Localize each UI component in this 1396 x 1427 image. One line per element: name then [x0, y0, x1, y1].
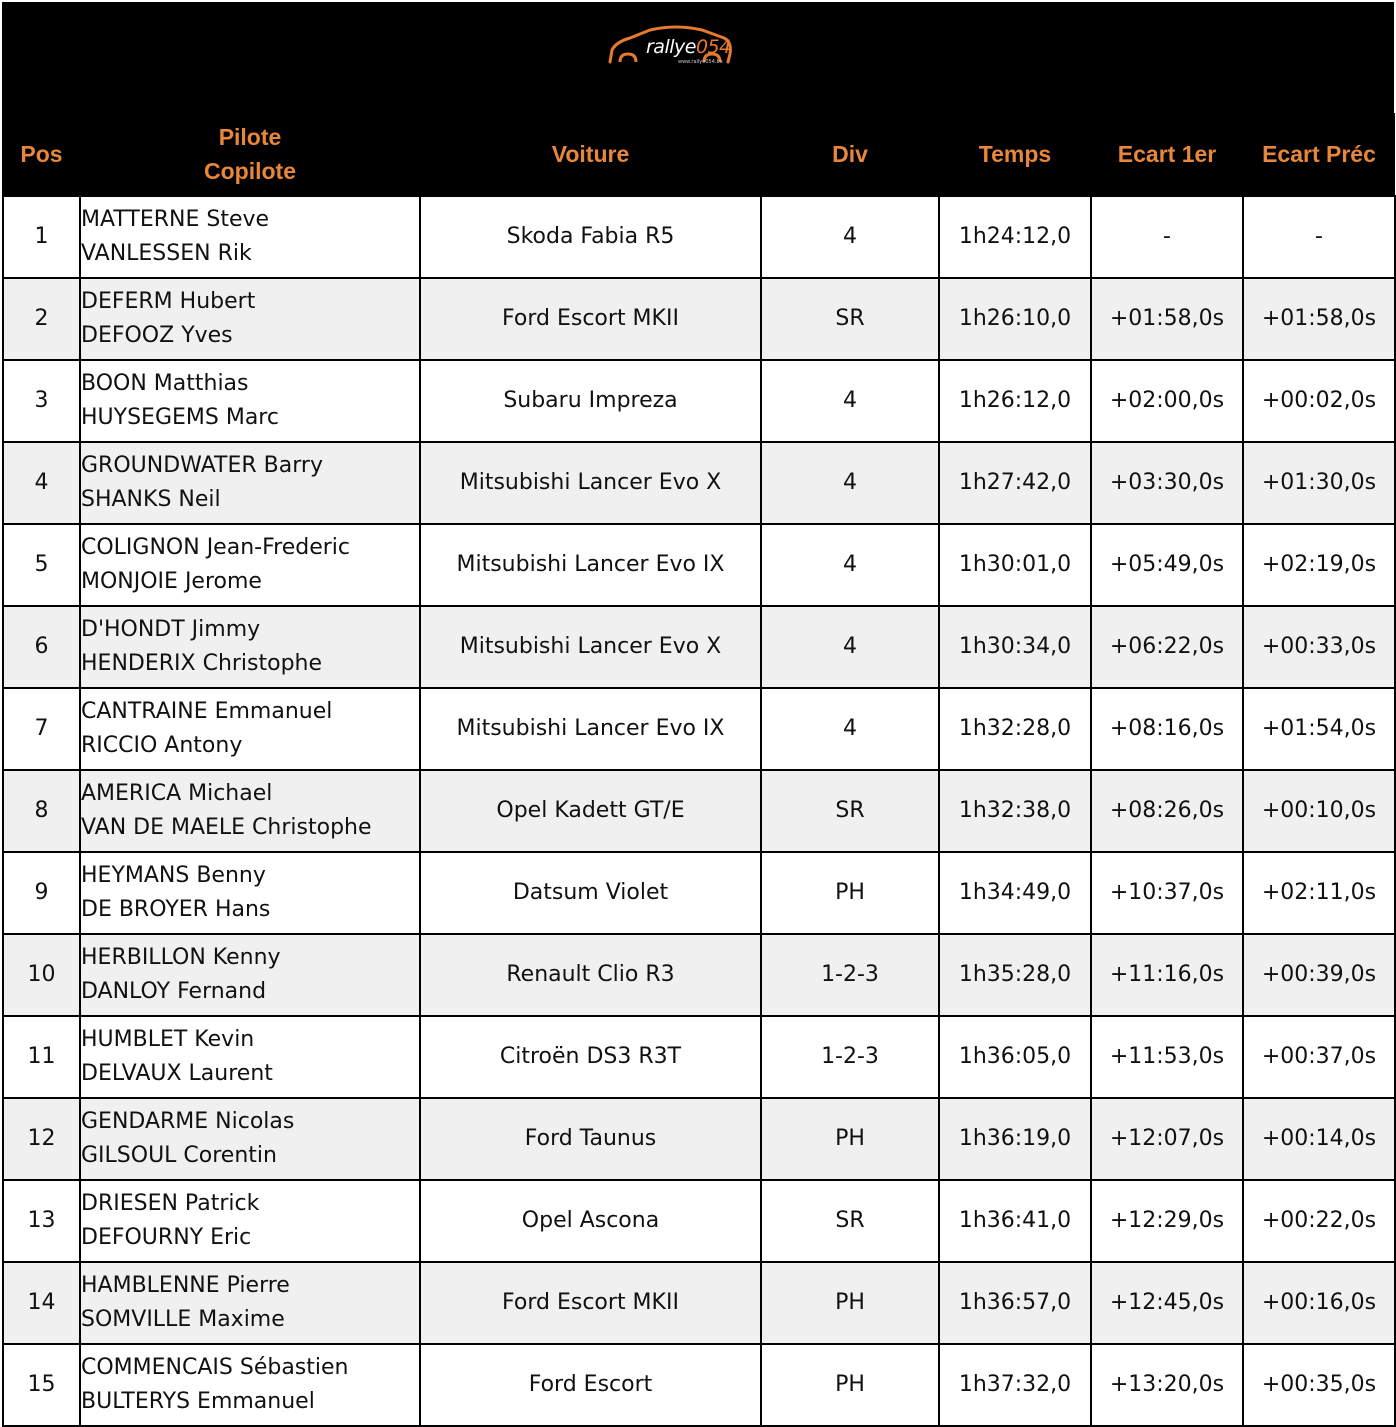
copilote-name: GILSOUL Corentin — [81, 1143, 277, 1168]
table-row — [3, 606, 1395, 688]
pilote-name: DEFERM Hubert — [81, 289, 256, 314]
pilote-name: DRIESEN Patrick — [81, 1191, 260, 1216]
voiture-cell: Opel Ascona — [420, 1180, 761, 1262]
ecart-prec-cell: +01:54,0s — [1243, 688, 1395, 770]
copilote-name: VAN DE MAELE Christophe — [81, 815, 372, 840]
ecart-1er-cell: +12:29,0s — [1091, 1180, 1243, 1262]
pilote-name: BOON Matthias — [81, 371, 249, 396]
copilote-name: DEFOURNY Eric — [81, 1225, 252, 1250]
pos-cell: 10 — [3, 934, 80, 1016]
voiture-cell: Mitsubishi Lancer Evo X — [420, 442, 761, 524]
results-table — [2, 113, 1396, 1427]
ecart-1er-cell: +11:53,0s — [1091, 1016, 1243, 1098]
header-pilote: Pilote — [218, 124, 282, 150]
ecart-prec-cell: +00:16,0s — [1243, 1262, 1395, 1344]
crew-cell — [80, 934, 420, 1016]
header-ecart-1er: Ecart 1er — [1091, 113, 1243, 196]
table-row — [3, 770, 1395, 852]
ecart-1er-cell: +12:45,0s — [1091, 1262, 1243, 1344]
voiture-cell: Ford Taunus — [420, 1098, 761, 1180]
pilote-name: GROUNDWATER Barry — [81, 453, 323, 478]
copilote-name: SOMVILLE Maxime — [81, 1307, 285, 1332]
ecart-prec-cell: - — [1243, 196, 1395, 278]
temps-cell: 1h36:19,0 — [939, 1098, 1091, 1180]
ecart-prec-cell: +02:19,0s — [1243, 524, 1395, 606]
crew-cell — [80, 1344, 420, 1426]
pilote-name: HAMBLENNE Pierre — [81, 1273, 290, 1298]
table-row — [3, 1180, 1395, 1262]
copilote-name: HENDERIX Christophe — [81, 651, 323, 676]
header-div: Div — [761, 113, 939, 196]
copilote-name: SHANKS Neil — [81, 487, 221, 512]
pos-cell: 3 — [3, 360, 80, 442]
ecart-1er-cell: - — [1091, 196, 1243, 278]
header-ecart-prec: Ecart Préc — [1243, 113, 1395, 196]
copilote-name: DE BROYER Hans — [81, 897, 271, 922]
crew-cell — [80, 1180, 420, 1262]
crew-cell — [80, 442, 420, 524]
div-cell: 4 — [761, 196, 939, 278]
temps-cell: 1h32:38,0 — [939, 770, 1091, 852]
table-row — [3, 1016, 1395, 1098]
rallye054-logo — [606, 24, 734, 70]
copilote-name: MONJOIE Jerome — [81, 569, 262, 594]
ecart-prec-cell: +00:14,0s — [1243, 1098, 1395, 1180]
header-voiture: Voiture — [420, 113, 761, 196]
pos-cell: 14 — [3, 1262, 80, 1344]
pilote-name: D'HONDT Jimmy — [81, 617, 261, 642]
ecart-1er-cell: +11:16,0s — [1091, 934, 1243, 1016]
ecart-prec-cell: +01:30,0s — [1243, 442, 1395, 524]
copilote-name: RICCIO Antony — [81, 733, 243, 758]
temps-cell: 1h26:12,0 — [939, 360, 1091, 442]
pos-cell: 6 — [3, 606, 80, 688]
pos-cell: 13 — [3, 1180, 80, 1262]
copilote-name: HUYSEGEMS Marc — [81, 405, 279, 430]
voiture-cell: Skoda Fabia R5 — [420, 196, 761, 278]
pos-cell: 11 — [3, 1016, 80, 1098]
crew-cell — [80, 606, 420, 688]
temps-cell: 1h26:10,0 — [939, 278, 1091, 360]
ecart-1er-cell: +02:00,0s — [1091, 360, 1243, 442]
header-crew — [80, 113, 420, 196]
pos-cell: 1 — [3, 196, 80, 278]
pos-cell: 9 — [3, 852, 80, 934]
table-row — [3, 1344, 1395, 1426]
ecart-prec-cell: +00:39,0s — [1243, 934, 1395, 1016]
table-row — [3, 852, 1395, 934]
table-row — [3, 934, 1395, 1016]
ecart-prec-cell: +00:10,0s — [1243, 770, 1395, 852]
temps-cell: 1h36:57,0 — [939, 1262, 1091, 1344]
voiture-cell: Renault Clio R3 — [420, 934, 761, 1016]
crew-cell — [80, 688, 420, 770]
temps-cell: 1h36:41,0 — [939, 1180, 1091, 1262]
div-cell: 4 — [761, 360, 939, 442]
ecart-prec-cell: +02:11,0s — [1243, 852, 1395, 934]
temps-cell: 1h27:42,0 — [939, 442, 1091, 524]
table-row — [3, 196, 1395, 278]
pilote-name: GENDARME Nicolas — [81, 1109, 295, 1134]
temps-cell: 1h30:01,0 — [939, 524, 1091, 606]
temps-cell: 1h37:32,0 — [939, 1344, 1091, 1426]
ecart-prec-cell: +00:37,0s — [1243, 1016, 1395, 1098]
ecart-1er-cell: +03:30,0s — [1091, 442, 1243, 524]
copilote-name: VANLESSEN Rik — [81, 241, 252, 266]
ecart-1er-cell: +08:26,0s — [1091, 770, 1243, 852]
pilote-name: HERBILLON Kenny — [81, 945, 281, 970]
voiture-cell: Ford Escort — [420, 1344, 761, 1426]
ecart-1er-cell: +06:22,0s — [1091, 606, 1243, 688]
div-cell: 1-2-3 — [761, 934, 939, 1016]
crew-cell — [80, 524, 420, 606]
crew-cell — [80, 770, 420, 852]
pos-cell: 15 — [3, 1344, 80, 1426]
pilote-name: AMERICA Michael — [81, 781, 273, 806]
crew-cell — [80, 1098, 420, 1180]
temps-cell: 1h35:28,0 — [939, 934, 1091, 1016]
voiture-cell: Mitsubishi Lancer Evo IX — [420, 524, 761, 606]
pos-cell: 2 — [3, 278, 80, 360]
crew-cell — [80, 196, 420, 278]
div-cell: SR — [761, 1180, 939, 1262]
div-cell: SR — [761, 278, 939, 360]
pos-cell: 4 — [3, 442, 80, 524]
pilote-name: COMMENCAIS Sébastien — [81, 1355, 349, 1380]
ecart-1er-cell: +13:20,0s — [1091, 1344, 1243, 1426]
div-cell: 4 — [761, 688, 939, 770]
header-copilote: Copilote — [204, 158, 296, 184]
table-row — [3, 278, 1395, 360]
ecart-prec-cell: +00:35,0s — [1243, 1344, 1395, 1426]
div-cell: PH — [761, 852, 939, 934]
ecart-prec-cell: +01:58,0s — [1243, 278, 1395, 360]
pilote-name: HUMBLET Kevin — [81, 1027, 255, 1052]
voiture-cell: Opel Kadett GT/E — [420, 770, 761, 852]
div-cell: 4 — [761, 442, 939, 524]
voiture-cell: Mitsubishi Lancer Evo IX — [420, 688, 761, 770]
ecart-1er-cell: +10:37,0s — [1091, 852, 1243, 934]
voiture-cell: Subaru Impreza — [420, 360, 761, 442]
div-cell: 4 — [761, 606, 939, 688]
div-cell: 1-2-3 — [761, 1016, 939, 1098]
div-cell: PH — [761, 1262, 939, 1344]
header-pos: Pos — [3, 113, 80, 196]
table-row — [3, 442, 1395, 524]
div-cell: 4 — [761, 524, 939, 606]
header-temps: Temps — [939, 113, 1091, 196]
crew-cell — [80, 278, 420, 360]
voiture-cell: Ford Escort MKII — [420, 1262, 761, 1344]
div-cell: PH — [761, 1344, 939, 1426]
pos-cell: 8 — [3, 770, 80, 852]
table-row — [3, 1262, 1395, 1344]
copilote-name: DANLOY Fernand — [81, 979, 267, 1004]
crew-cell — [80, 852, 420, 934]
temps-cell: 1h32:28,0 — [939, 688, 1091, 770]
pilote-name: COLIGNON Jean-Frederic — [81, 535, 350, 560]
table-row — [3, 524, 1395, 606]
header-row — [3, 113, 1395, 196]
temps-cell: 1h24:12,0 — [939, 196, 1091, 278]
voiture-cell: Citroën DS3 R3T — [420, 1016, 761, 1098]
pos-cell: 7 — [3, 688, 80, 770]
copilote-name: DEFOOZ Yves — [81, 323, 233, 348]
ecart-prec-cell: +00:22,0s — [1243, 1180, 1395, 1262]
ecart-1er-cell: +08:16,0s — [1091, 688, 1243, 770]
crew-cell — [80, 1262, 420, 1344]
pilote-name: CANTRAINE Emmanuel — [81, 699, 333, 724]
ecart-1er-cell: +01:58,0s — [1091, 278, 1243, 360]
temps-cell: 1h36:05,0 — [939, 1016, 1091, 1098]
voiture-cell: Mitsubishi Lancer Evo X — [420, 606, 761, 688]
crew-cell — [80, 360, 420, 442]
ecart-1er-cell: +05:49,0s — [1091, 524, 1243, 606]
results-sheet — [2, 2, 1394, 1424]
table-row — [3, 360, 1395, 442]
temps-cell: 1h34:49,0 — [939, 852, 1091, 934]
copilote-name: DELVAUX Laurent — [81, 1061, 273, 1086]
ecart-prec-cell: +00:33,0s — [1243, 606, 1395, 688]
copilote-name: BULTERYS Emmanuel — [81, 1389, 315, 1414]
div-cell: SR — [761, 770, 939, 852]
ecart-1er-cell: +12:07,0s — [1091, 1098, 1243, 1180]
table-row — [3, 1098, 1395, 1180]
pilote-name: MATTERNE Steve — [81, 207, 270, 232]
pilote-name: HEYMANS Benny — [81, 863, 266, 888]
logo-text: rallye054 — [646, 36, 731, 58]
pos-cell: 12 — [3, 1098, 80, 1180]
table-row — [3, 688, 1395, 770]
voiture-cell: Datsum Violet — [420, 852, 761, 934]
crew-cell — [80, 1016, 420, 1098]
voiture-cell: Ford Escort MKII — [420, 278, 761, 360]
div-cell: PH — [761, 1098, 939, 1180]
pos-cell: 5 — [3, 524, 80, 606]
ecart-prec-cell: +00:02,0s — [1243, 360, 1395, 442]
temps-cell: 1h30:34,0 — [939, 606, 1091, 688]
logo-url: www.rallye054.be — [678, 59, 723, 65]
